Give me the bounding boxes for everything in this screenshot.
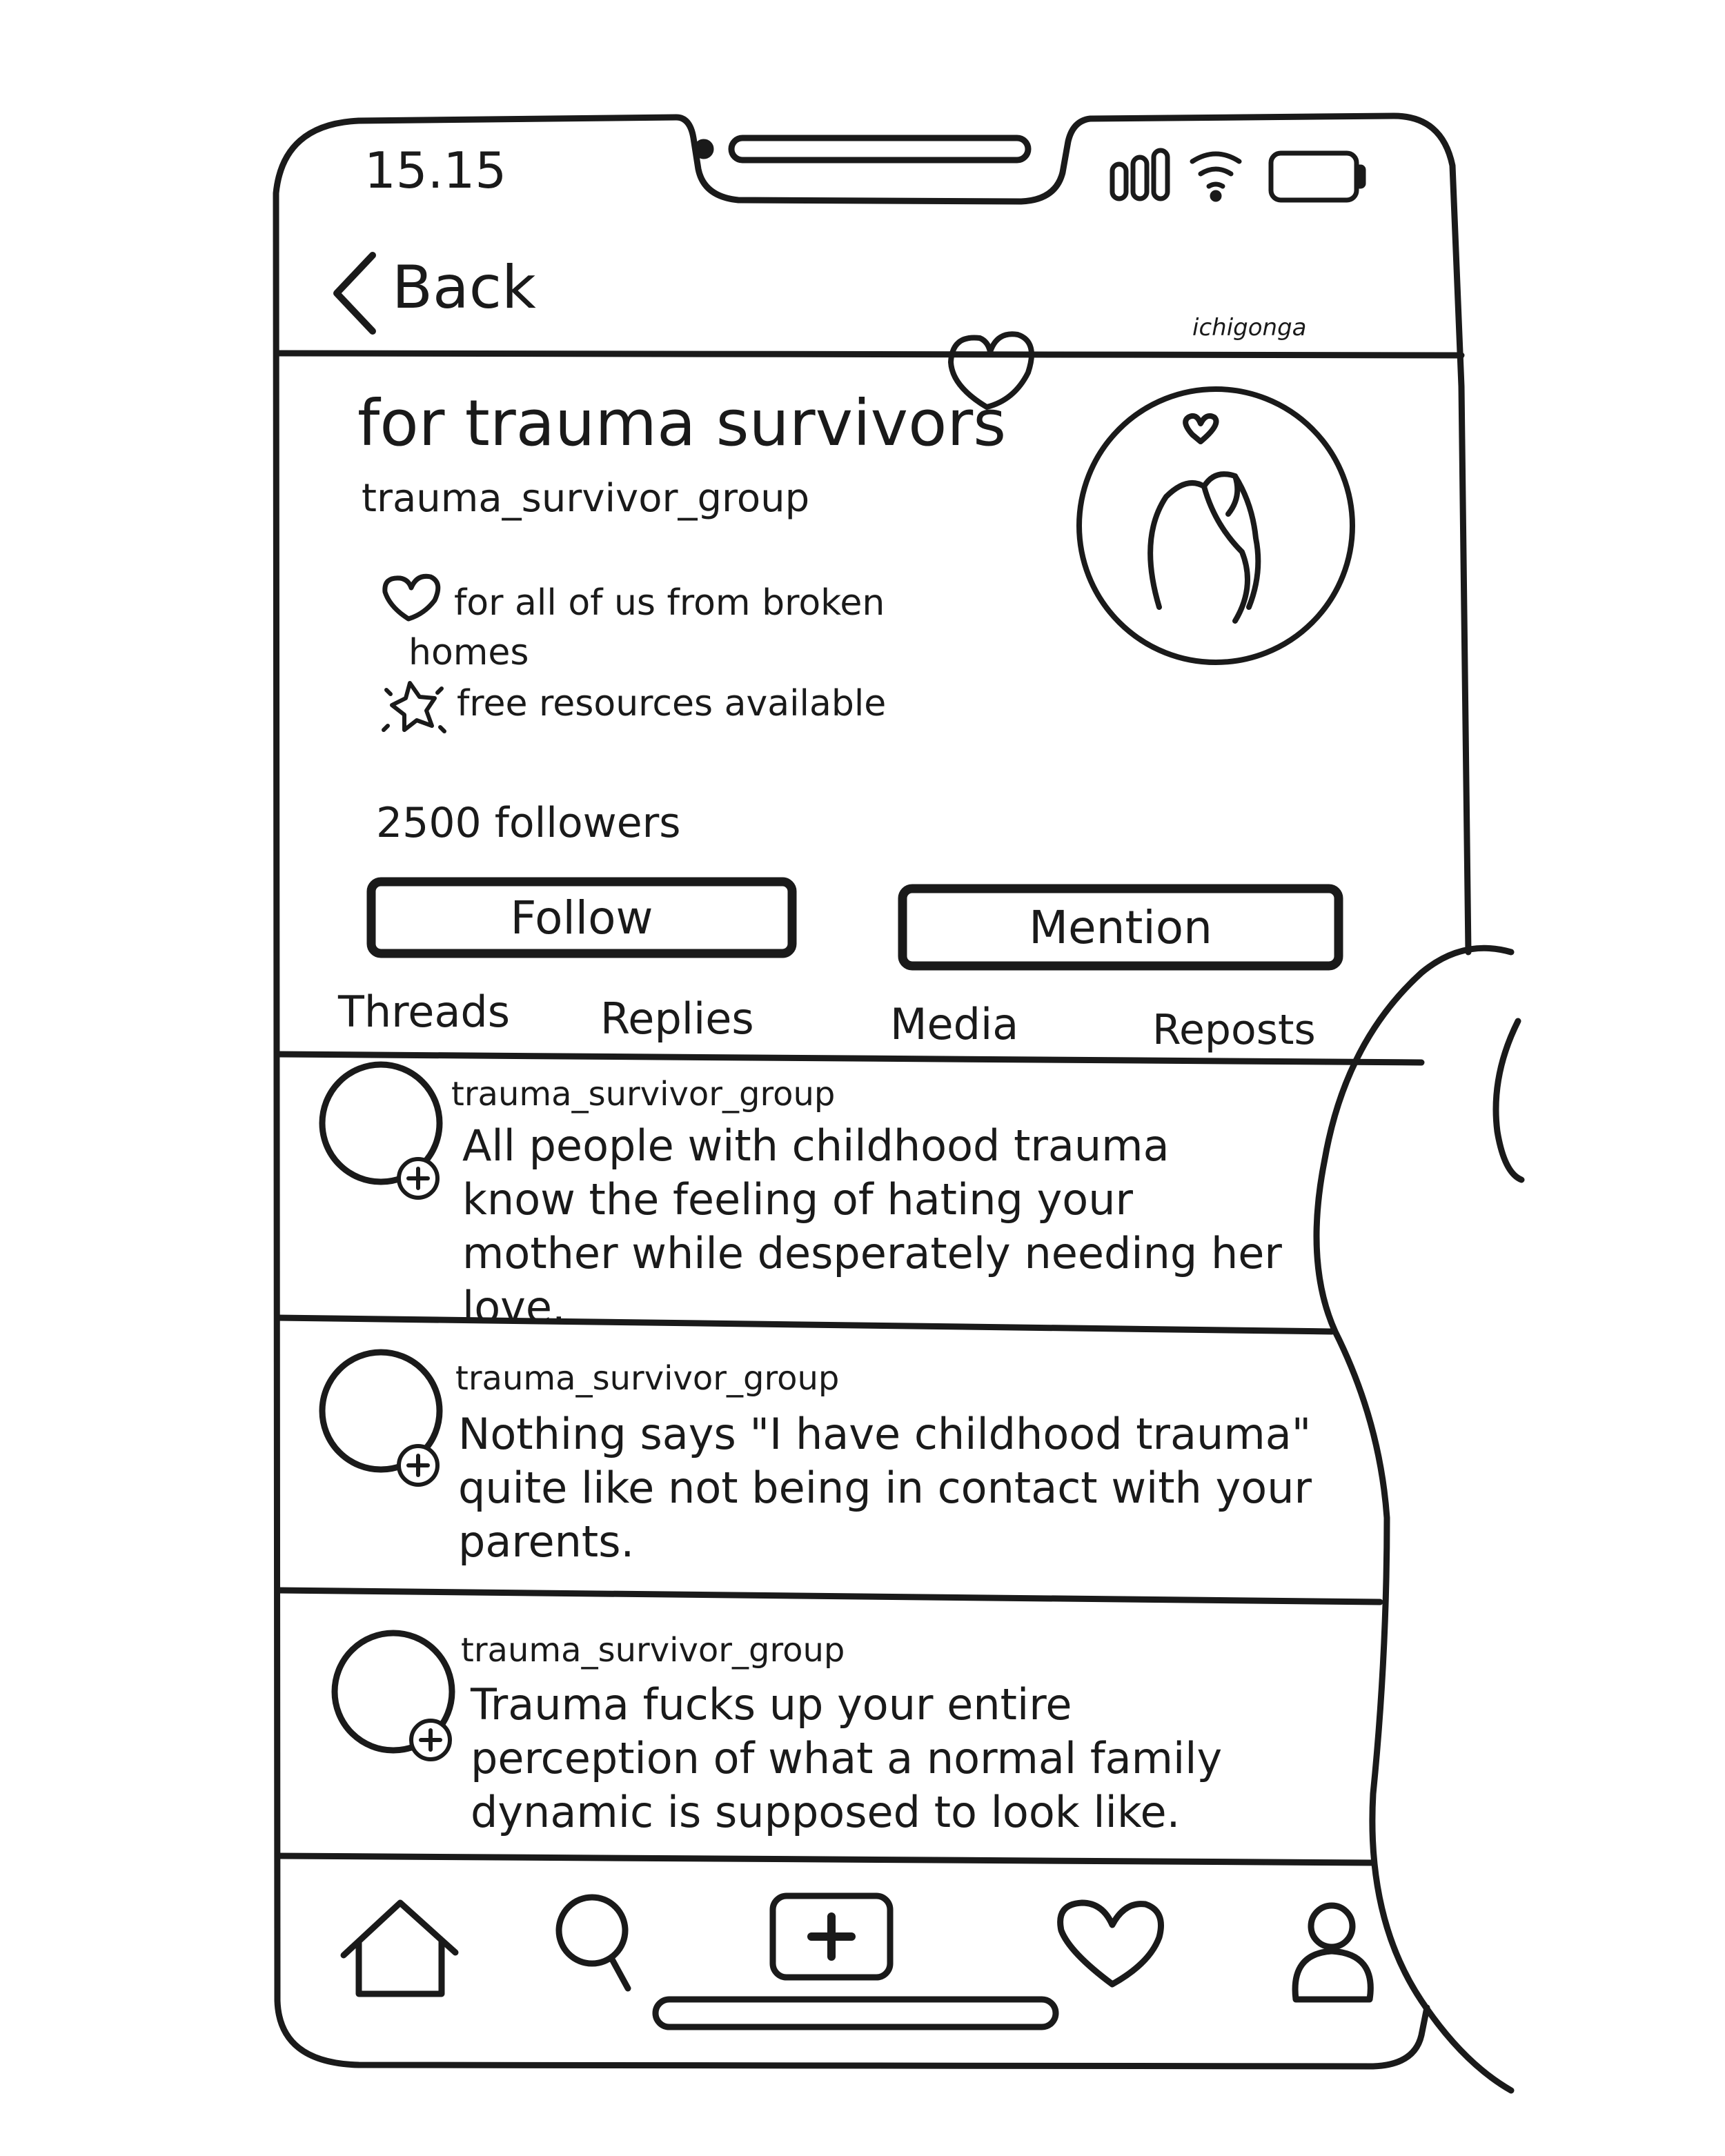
- artist-signature: ichigonga: [1192, 314, 1307, 342]
- post-username[interactable]: trauma_survivor_group: [455, 1359, 840, 1398]
- follow-plus-icon[interactable]: [397, 1158, 439, 1199]
- wifi-icon: [1188, 142, 1245, 203]
- bio-line-2: free resources available: [457, 683, 887, 724]
- back-button[interactable]: [324, 245, 536, 342]
- title-heart-icon: [945, 330, 1035, 411]
- signal-icon: [1110, 148, 1172, 203]
- follow-button[interactable]: [371, 882, 792, 953]
- post-item[interactable]: [277, 1609, 1368, 1850]
- tab-threads[interactable]: Threads: [338, 987, 511, 1037]
- post-item[interactable]: [277, 1062, 1326, 1332]
- tab-media[interactable]: Media: [890, 999, 1019, 1049]
- tab-reposts[interactable]: Reposts: [1152, 1006, 1316, 1054]
- bottom-nav: [277, 1877, 1395, 2008]
- post-text: Nothing says "I have childhood trauma" quite like not being in contact with your parents.: [458, 1409, 1312, 1567]
- profile-avatar[interactable]: [1076, 386, 1355, 665]
- bio-sparkle-icon: [381, 680, 447, 735]
- post-username[interactable]: trauma_survivor_group: [461, 1631, 845, 1670]
- mention-button-label: Mention: [1029, 901, 1212, 954]
- status-time: 15.15: [364, 141, 507, 199]
- follow-plus-icon[interactable]: [410, 1719, 451, 1761]
- back-chevron-icon: [331, 252, 386, 335]
- tab-replies[interactable]: Replies: [600, 993, 754, 1044]
- profile-handle: trauma_survivor_group: [362, 476, 810, 521]
- post-text: All people with childhood trauma know the feeling of hating your mother while desperately needing her love.: [462, 1120, 1282, 1332]
- new-post-icon[interactable]: [771, 1895, 893, 1981]
- post-text: Trauma fucks up your entire perception of what a normal family dynamic is supposed to look like.: [471, 1679, 1223, 1837]
- home-icon[interactable]: [338, 1897, 462, 2001]
- back-label: Back: [392, 253, 536, 322]
- follow-plus-icon[interactable]: [397, 1445, 439, 1486]
- heart-icon[interactable]: [1056, 1900, 1169, 1990]
- home-indicator[interactable]: [656, 1999, 1056, 2027]
- followers-count[interactable]: 2500 followers: [376, 799, 681, 847]
- bio-line-1: for all of us from broken homes: [408, 582, 885, 673]
- profile-title: for trauma survivors: [357, 386, 1007, 460]
- post-username[interactable]: trauma_survivor_group: [451, 1075, 836, 1114]
- mention-button[interactable]: [903, 889, 1339, 966]
- post-item[interactable]: [277, 1338, 1368, 1580]
- battery-icon: [1268, 149, 1368, 204]
- search-icon[interactable]: [548, 1890, 644, 2001]
- follow-button-label: Follow: [510, 891, 653, 945]
- profile-icon[interactable]: [1285, 1904, 1374, 2008]
